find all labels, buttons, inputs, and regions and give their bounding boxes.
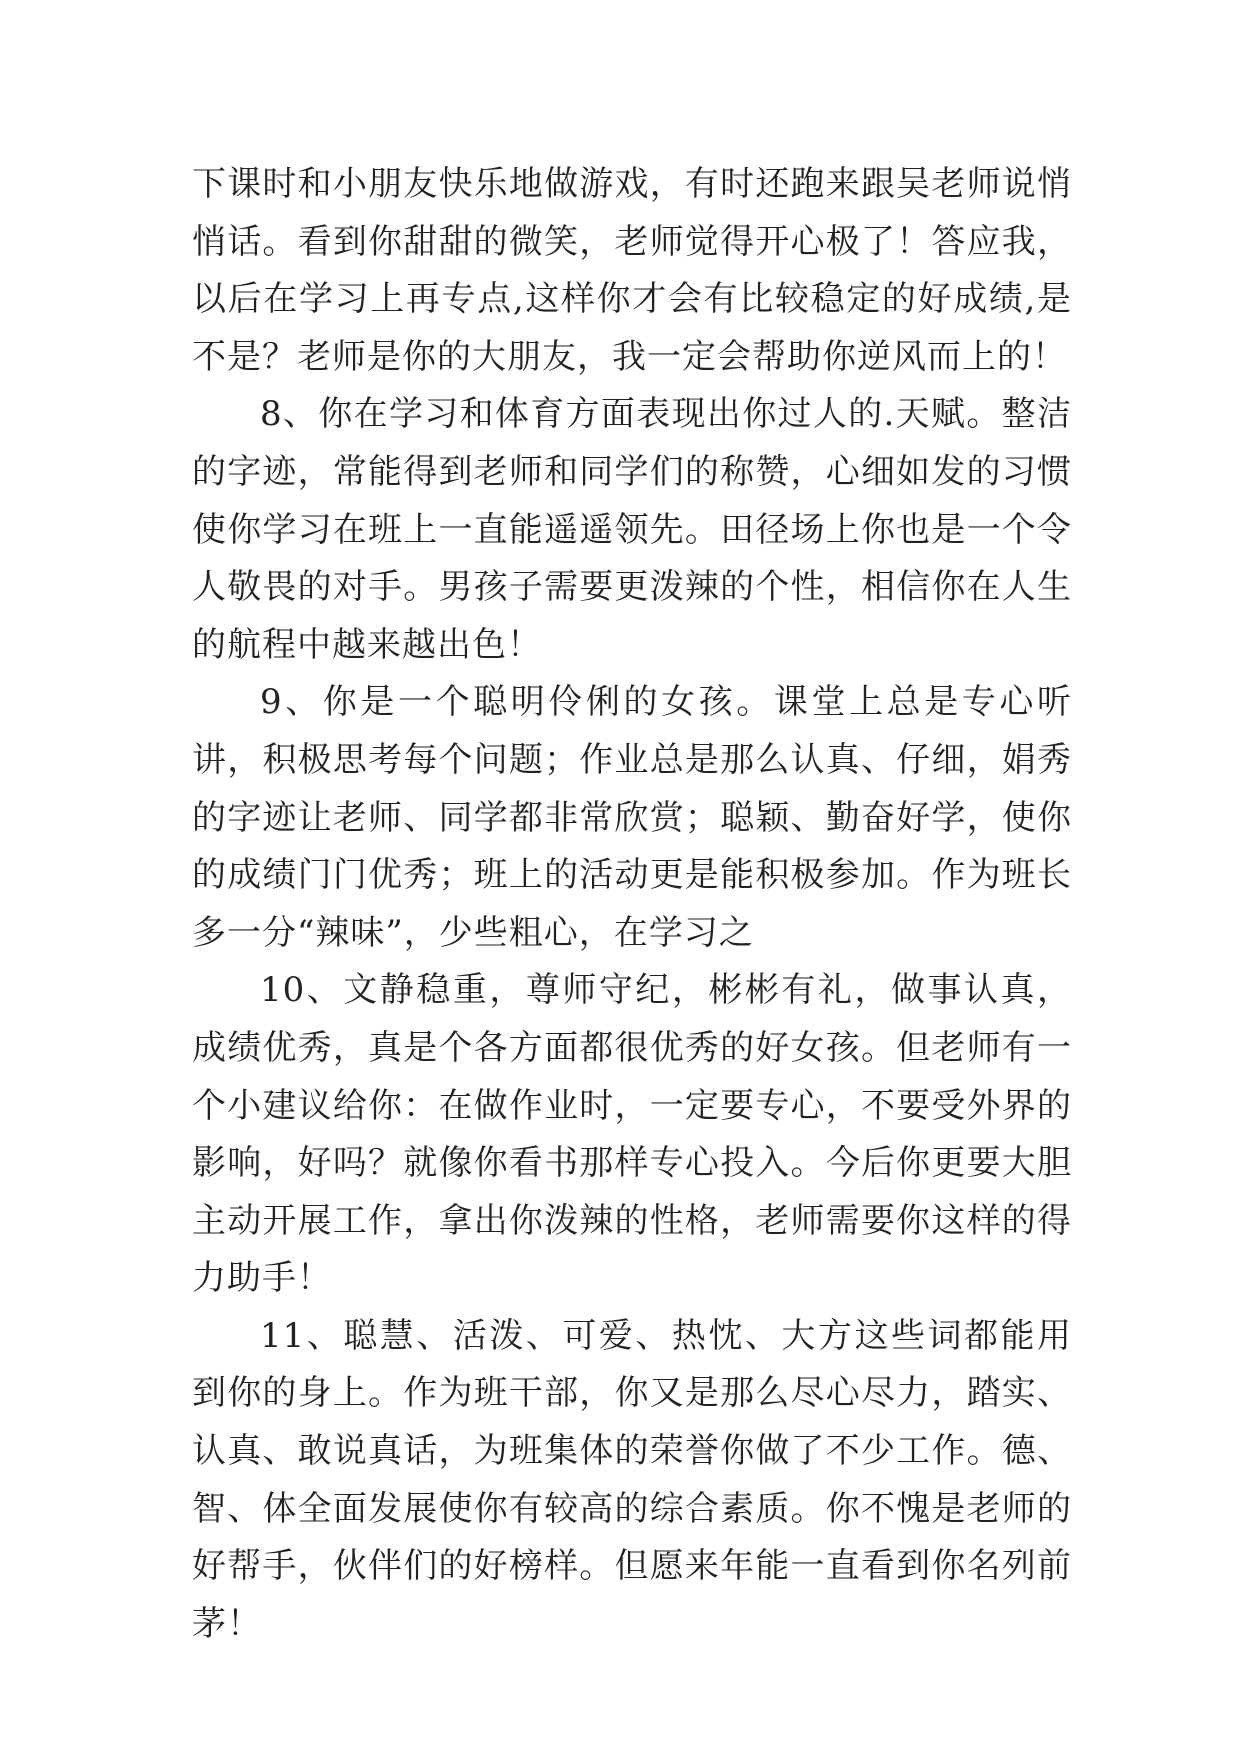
paragraph-9: 9、你是一个聪明伶俐的女孩。课堂上总是专心听讲，积极思考每个问题；作业总是那么认真、仔细，娟秀的字迹让老师、同学都非常欣赏；聪颖、勤奋好学，使你的成绩门门优秀；班上的活动更是能积极参加。作为班长多一分“辣味”，少些粗心，在学习之 — [192, 682, 1072, 953]
paragraph-continued: 下课时和小朋友快乐地做游戏，有时还跑来跟吴老师说悄悄话。看到你甜甜的微笑，老师觉得开心极了！答应我，以后在学习上再专点,这样你才会有比较稳定的好成绩,是不是？老师是你的大朋友，我一定会帮助你逆风而上的！ — [192, 164, 1072, 377]
document-body — [192, 156, 1072, 1653]
paragraph-11: 11、聪慧、活泼、可爱、热忱、大方这些词都能用到你的身上。作为班干部，你又是那么尽心尽力，踏实、认真、敢说真话，为班集体的荣誉你做了不少工作。德、智、体全面发展使你有较高的综合素质。你不愧是老师的好帮手，伙伴们的好榜样。但愿来年能一直看到你名列前茅！ — [192, 1315, 1072, 1644]
paragraph-10: 10、文静稳重，尊师守纪，彬彬有礼，做事认真，成绩优秀，真是个各方面都很优秀的好女孩。但老师有一个小建议给你：在做作业时，一定要专心，不要受外界的影响，好吗？就像你看书那样专心投入。今后你更要大胆主动开展工作，拿出你泼辣的性格，老师需要你这样的得力助手！ — [192, 970, 1072, 1299]
paragraph-8: 8、你在学习和体育方面表现出你过人的.天赋。整洁的字迹，常能得到老师和同学们的称赞，心细如发的习惯使你学习在班上一直能遥遥领先。田径场上你也是一个令人敬畏的对手。男孩子需要更泼辣的个性，相信你在人生的航程中越来越出色！ — [192, 394, 1072, 665]
